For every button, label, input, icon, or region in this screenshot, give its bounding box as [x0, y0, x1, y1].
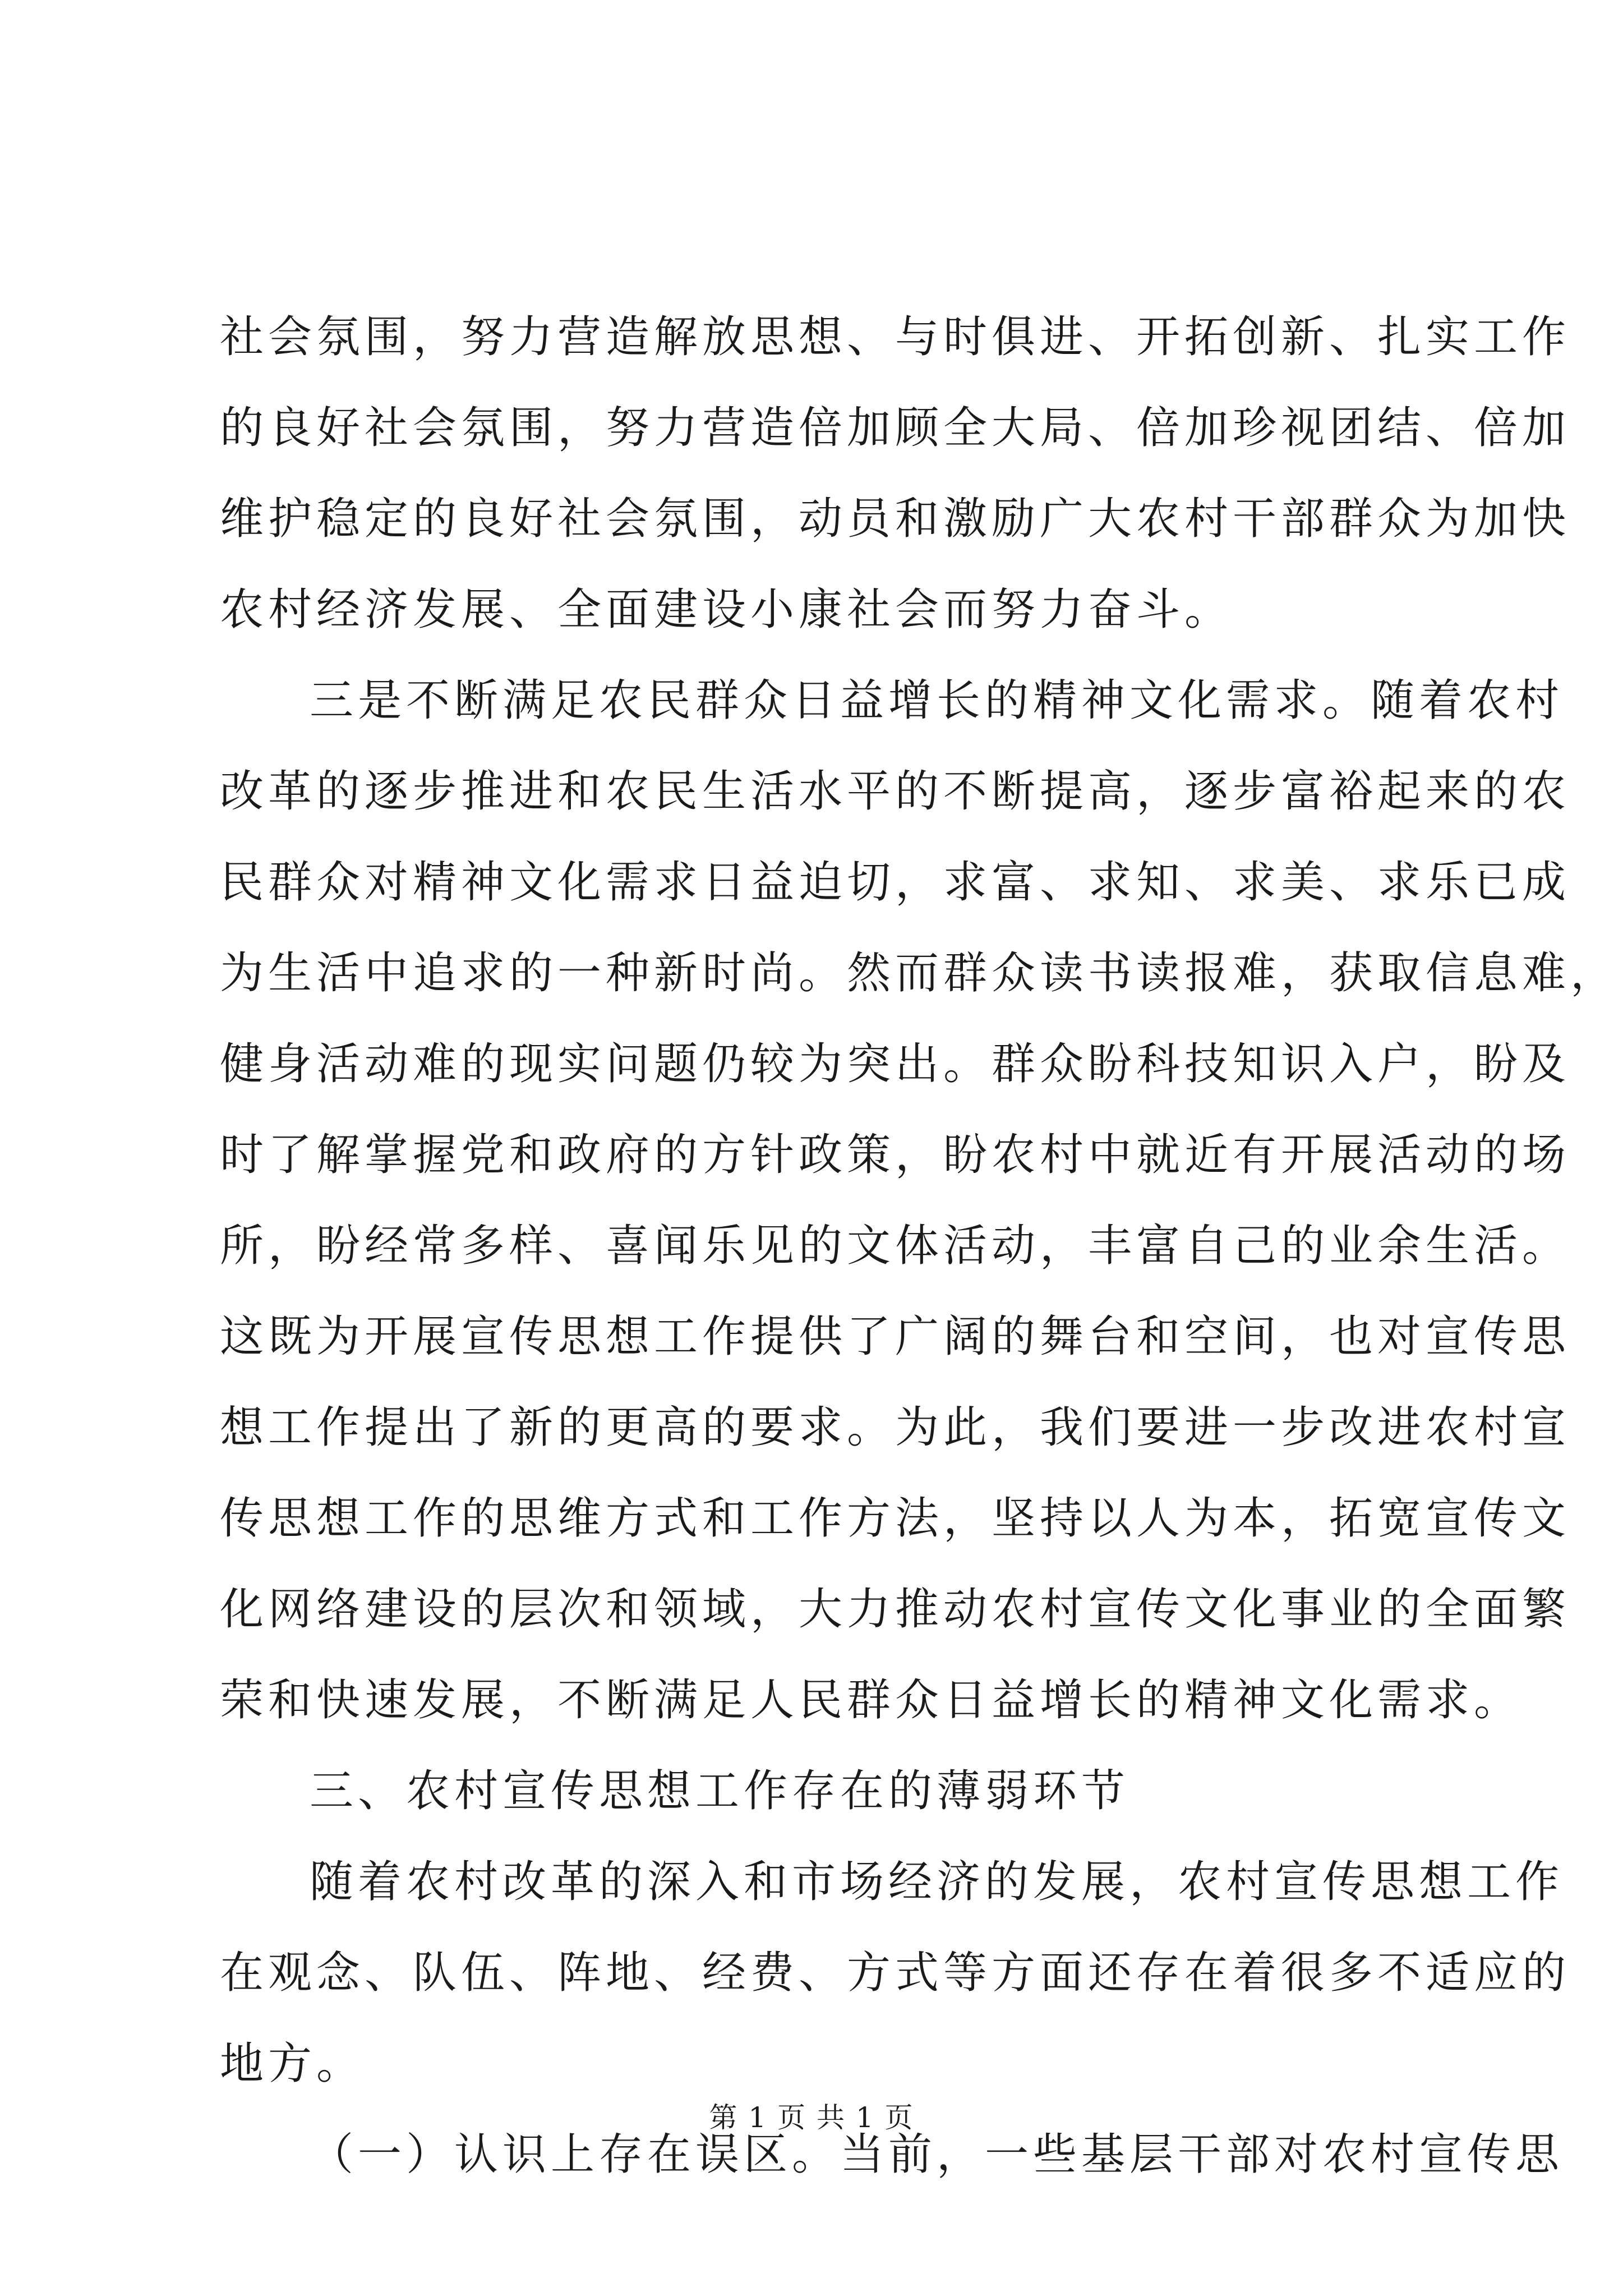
text-line-paragraph-start: 随着农村改革的深入和市场经济的发展，农村宣传思想工作 — [310, 1857, 1564, 1907]
text-line: 维护稳定的良好社会氛围，动员和激励广大农村干部群众为加快 — [220, 494, 1571, 544]
text-line: 在观念、队伍、阵地、经费、方式等方面还存在着很多不适应的 — [220, 1948, 1571, 1998]
text-line: 民群众对精神文化需求日益迫切，求富、求知、求美、求乐已成 — [220, 857, 1571, 908]
text-line: 想工作提出了新的更高的要求。为此，我们要进一步改进农村宣 — [220, 1402, 1571, 1453]
text-line: 的良好社会氛围，努力营造倍加顾全大局、倍加珍视团结、倍加 — [220, 403, 1571, 453]
text-line: 为生活中追求的一种新时尚。然而群众读书读报难，获取信息难， — [220, 948, 1619, 999]
text-line: 荣和快速发展，不断满足人民群众日益增长的精神文化需求。 — [220, 1675, 1523, 1726]
text-line-paragraph-start: 三是不断满足农民群众日益增长的精神文化需求。随着农村 — [310, 675, 1564, 726]
text-line: 化网络建设的层次和领域，大力推动农村宣传文化事业的全面繁 — [220, 1584, 1571, 1635]
text-line: 社会氛围，努力营造解放思想、与时俱进、开拓创新、扎实工作 — [220, 312, 1571, 362]
text-line: 这既为开展宣传思想工作提供了广阔的舞台和空间，也对宣传思 — [220, 1312, 1571, 1362]
text-line: 传思想工作的思维方式和工作方法，坚持以人为本，拓宽宣传文 — [220, 1493, 1571, 1544]
text-line: 健身活动难的现实问题仍较为突出。群众盼科技知识入户，盼及 — [220, 1039, 1571, 1089]
section-heading: 三、农村宣传思想工作存在的薄弱环节 — [310, 1766, 1130, 1816]
text-line: 农村经济发展、全面建设小康社会而努力奋斗。 — [220, 585, 1233, 635]
subsection-heading: （一）认识上存在误区。当前，一些基层干部对农村宣传思 — [310, 2129, 1564, 2180]
text-line: 地方。 — [220, 2039, 365, 2089]
text-line: 改革的逐步推进和农民生活水平的不断提高，逐步富裕起来的农 — [220, 766, 1571, 817]
page-footer — [0, 2101, 1623, 2134]
page-number-label: 第 1 页 共 1 页 — [709, 2101, 914, 2134]
text-line: 所，盼经常多样、喜闻乐见的文体活动，丰富自己的业余生活。 — [220, 1221, 1571, 1271]
text-line: 时了解掌握党和政府的方针政策，盼农村中就近有开展活动的场 — [220, 1130, 1571, 1180]
document-body — [220, 292, 1619, 2200]
